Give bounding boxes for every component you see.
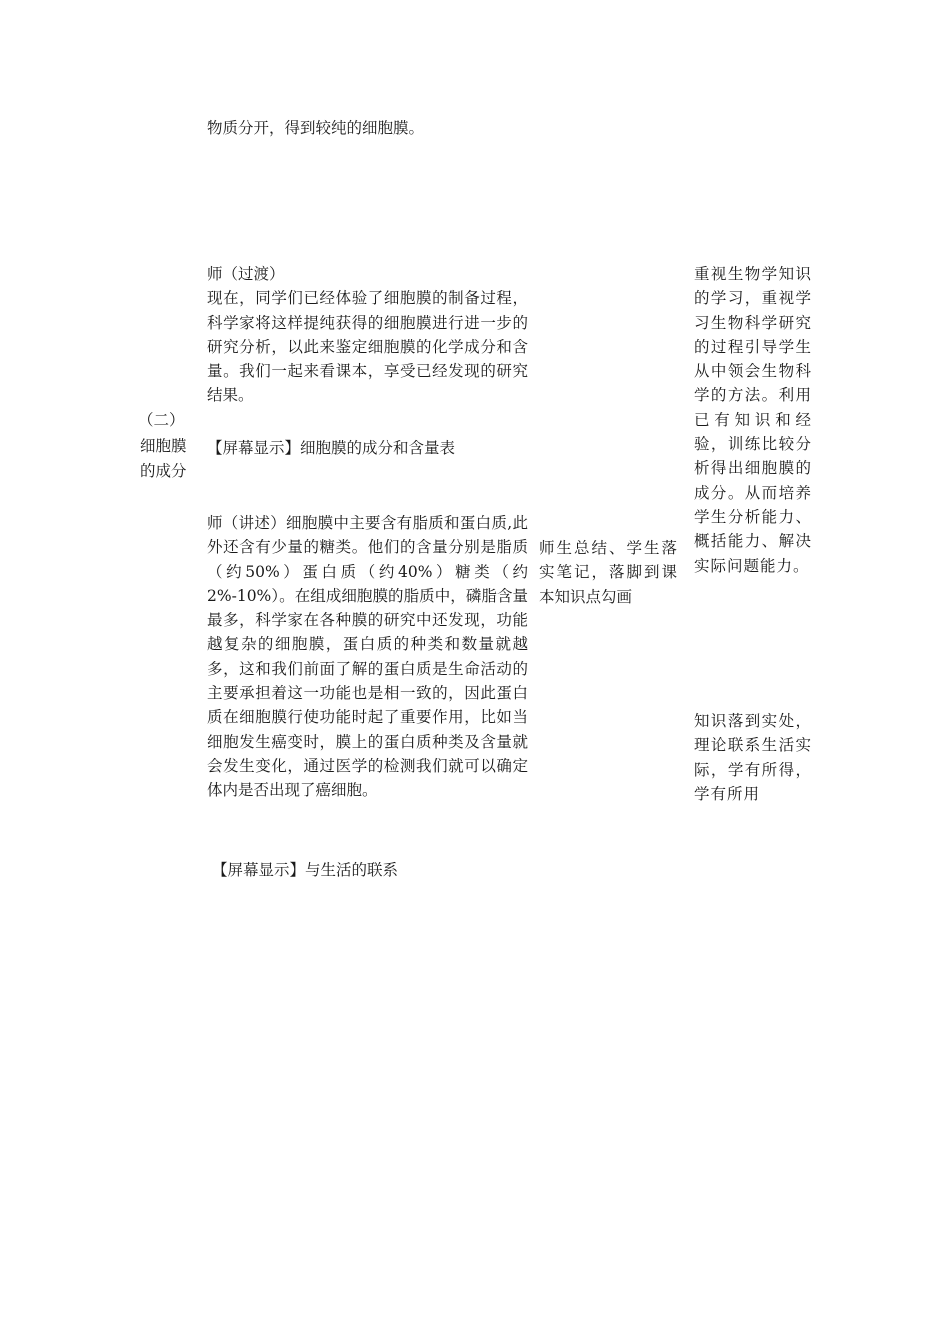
screen-display-life-connection: 【屏幕显示】与生活的联系 — [212, 861, 399, 879]
student-activity: 师生总结、学生落实笔记，落脚到课本知识点勾画 — [539, 539, 677, 606]
screen-display-composition-table: 【屏幕显示】细胞膜的成分和含量表 — [207, 439, 456, 457]
design-intent-methods: 重视生物学知识的学习，重视学习生物科学研究的过程引导学生从中领会生物科学的方法。利用已有知识和经验，训练比较分析得出细胞膜的成分。从而培养学生分析能力、概括能力、解决实际问题能力。 — [694, 265, 812, 575]
teacher-lecture: 师（讲述）细胞膜中主要含有脂质和蛋白质,此外还含有少量的糖类。他们的含量分别是脂质（约50%）蛋白质（约40%）糖类（约2%-10%）。在组成细胞膜的脂质中，磷脂含量最多，科学家在各种膜的研究中还发现，功能越复杂的细胞膜，蛋白质的种类和数量就越多，这和我们前面了解的蛋白质是生命活动的主要承担着这一功能也是相一致的，因此蛋白质在细胞膜行使功能时起了重要作用，比如当细胞发生癌变时，膜上的蛋白质种类及含量就会发生变化，通过医学的检测我们就可以确定体内是否出现了癌细胞。 — [207, 514, 528, 800]
section-label — [140, 408, 196, 483]
teacher-transition — [207, 262, 528, 408]
carryover-text: 物质分开，得到较纯的细胞膜。 — [207, 119, 425, 137]
section-number: （二） — [138, 411, 185, 429]
transition-text: 现在，同学们已经体验了细胞膜的制备过程，科学家将这样提纯获得的细胞膜进行进一步的研究分析，以此来鉴定细胞膜的化学成分和含量。我们一起来看课本，享受已经发现的研究结果。 — [207, 289, 528, 405]
design-intent-application: 知识落到实处，理论联系生活实际，学有所得，学有所用 — [694, 712, 812, 803]
transition-role: 师（过渡） — [207, 265, 285, 283]
section-title: 细胞膜的成分 — [140, 437, 187, 480]
